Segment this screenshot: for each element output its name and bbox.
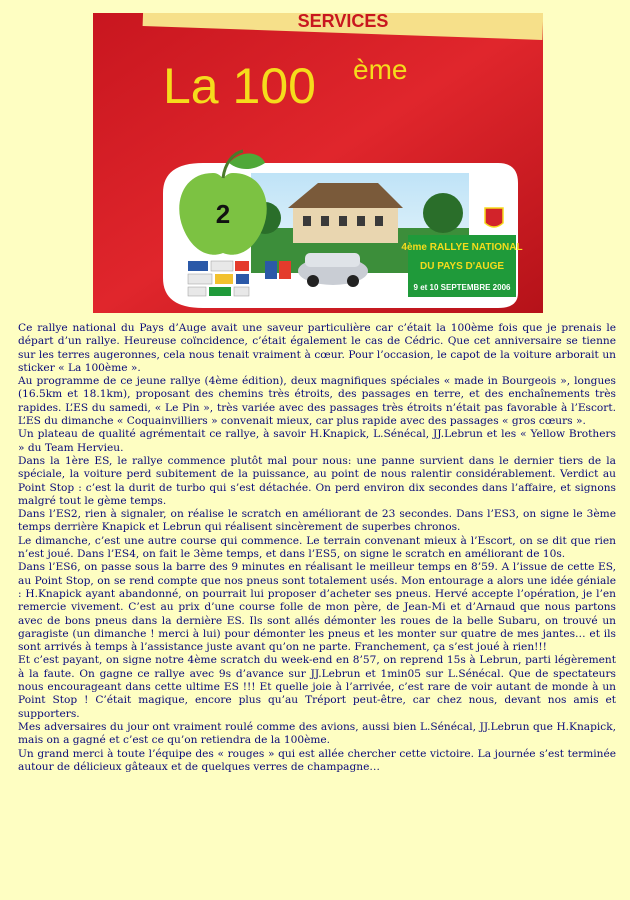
sticker-title-line2: DU PAYS D'AUGE (419, 261, 505, 272)
paragraph: Et c’est payant, on signe notre 4ème scratch du week-end en 8’57, on reprend 15s à Lebrun, parti légèrement à la faute. On gagne ce rallye avec 9s d’avance sur JJ.Lebrun et 1min05 sur L.Sénécal. Que de spectateurs nous encourageant dans cette ultime ES !!! Et quelle joie à l’arrivée, c’est rare de voir autant de monde à un Point Stop ! C’était magique, encore plus qu’au Tréport peut-être, car chez nous, devant nos amis et supporters. (18, 654, 616, 720)
paragraph: Au programme de ce jeune rallye (4ème édition), deux magnifiques spéciales « made in Bourgeois », longues (16.5km et 18.1km), proposant des chemins très étroits, des passages en terre, et des enchaînements très rapides. L’ES du samedi, « Le Pin », très variée avec des passages très étroits n’était pas favorable à l’Escort. L’ES du dimanche « Coquainvilliers » convenait mieux, car plus rapide avec des passages « gros cœurs ». (18, 375, 616, 428)
article-body (18, 322, 616, 774)
rally-sticker-photo (93, 13, 543, 313)
headline-text: La 100 (163, 58, 316, 114)
start-number: 2 (215, 199, 231, 229)
top-banner-text: SERVICES (297, 13, 389, 31)
paragraph: Un grand merci à toute l’équipe des « rouges » qui est allée chercher cette victoire. La journée s’est terminée autour de délicieux gâteaux et de quelques verres de champagne… (18, 747, 616, 773)
paragraph: Dans l’ES6, on passe sous la barre des 9 minutes en réalisant le meilleur temps en 8’59. A l’issue de cette ES, au Point Stop, on se rend compte que nos pneus sont totalement usés. Mon entourage a alors une idée géniale : H.Knapick ayant abandonné, on pourrait lui proposer d’acheter ses pneus. Hervé accepte l’opération, je l’en remercie vivement. C’est au prix d’une course folle de mon père, de Jean-Mi et d’Arnaud que nous partons avec de bons pneus dans la dernière ES. Ils sont allés démonter les roues de la belle Subaru, on trouvé un garagiste (un dimanche ! merci à lui) pour démonter les pneus et les monter sur quatre de mes jantes… et ils sont arrivés à temps à l’assistance juste avant qu’on ne parte. Franchement, ça s’est joué à rien!!! (18, 561, 616, 654)
paragraph: Dans l’ES2, rien à signaler, on réalise le scratch en améliorant de 23 secondes. Dans l’ES3, on signe le 3ème temps derrière Knapick et Lebrun qui réalisent sincèrement de superbes chronos. (18, 508, 616, 534)
sticker-title-line1: 4ème RALLYE NATIONAL (401, 242, 523, 253)
paragraph: Le dimanche, c’est une autre course qui commence. Le terrain convenant mieux à l’Escort, on se dit que rien n’est joué. Dans l’ES4, on fait le 3ème temps, et dans l’ES5, on signe le scratch en améliorant de 10s. (18, 534, 616, 561)
paragraph: Ce rallye national du Pays d’Auge avait une saveur particulière car c’était la 100ème fois que je prenais le départ d’un rallye. Heureuse coïncidence, c’était également le cas de Cédric. Que cet anniversaire se tienne sur les terres augeronnes, cela nous tenait vraiment à cœur. Pour l’occasion, le capot de la voiture arborait un sticker « La 100ème ». (18, 322, 616, 374)
sticker-date: 9 et 10 SEPTEMBRE 2006 (413, 283, 511, 292)
headline-superscript: ème (353, 54, 408, 85)
rally-plate-sticker (163, 151, 523, 308)
paragraph: Mes adversaires du jour ont vraiment roulé comme des avions, aussi bien L.Sénécal, JJ.Lebrun que H.Knapick, mais on a gagné et c’est ce qu’on retiendra de la 100ème. (18, 720, 616, 747)
paragraph: Un plateau de qualité agrémentait ce rallye, à savoir H.Knapick, L.Sénécal, JJ.Lebrun et les « Yellow Brothers » du Team Hervieu. (18, 428, 616, 454)
paragraph: Dans la 1ère ES, le rallye commence plutôt mal pour nous: une panne survient dans le dernier tiers de la spéciale, la voiture perd subitement de la puissance, au point de nous ralentir considérablement. Verdict au Point Stop : c’est la durit de turbo qui s’est détachée. On perd environ dix secondes dans l’affaire, et signons malgré tout le gème temps. (18, 454, 616, 507)
